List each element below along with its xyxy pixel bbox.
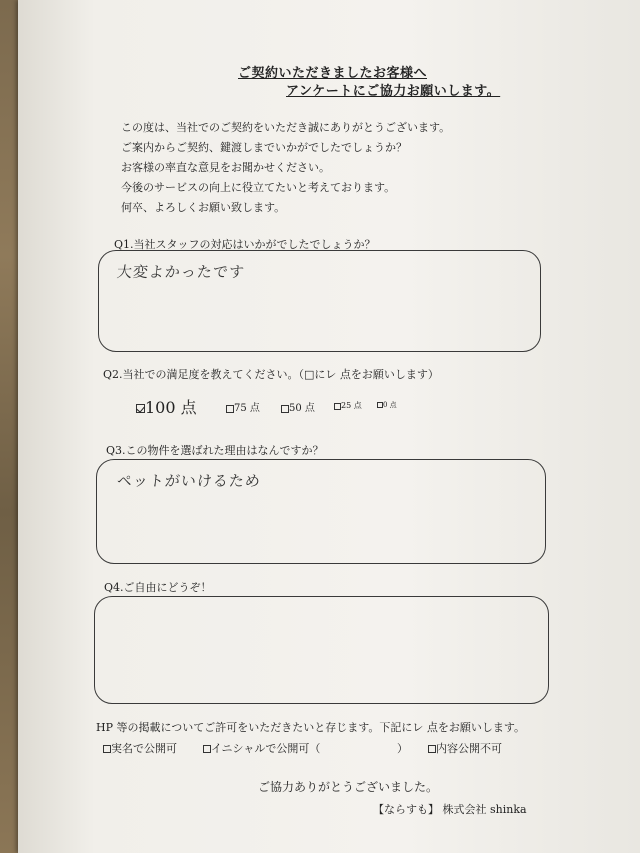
checkbox[interactable] <box>226 405 234 413</box>
q1-answer-box[interactable] <box>98 250 541 352</box>
title-line-1: ご契約いただきましたお客様へ <box>238 66 428 81</box>
intro-text <box>121 118 450 218</box>
q2-label: Q2.当社での満足度を教えてください。（□にレ 点をお願いします） <box>103 368 439 381</box>
q3-label: Q3.この物件を選ばれた理由はなんですか？ <box>106 444 324 457</box>
survey-sheet <box>18 0 640 853</box>
intro-line: 今後のサービスの向上に役立てたいと考えております。 <box>121 181 396 194</box>
option-50[interactable]: 50 点 <box>281 399 315 414</box>
intro-line: お客様の率直な意見をお聞かせください。 <box>121 161 330 174</box>
title-line-2: アンケートにご協力お願いします。 <box>286 84 501 99</box>
q4-answer-box[interactable] <box>94 596 549 704</box>
checkbox[interactable] <box>103 745 111 753</box>
q3-answer: ペットがいけるため <box>116 472 262 490</box>
q4-label: Q4.ご自由にどうぞ！ <box>104 581 212 594</box>
intro-line: この度は、当社でのご契約をいただき誠にありがとうございます。 <box>121 121 451 134</box>
option-real-name[interactable]: 実名で公開可 <box>103 740 177 756</box>
checkbox[interactable] <box>281 405 289 413</box>
intro-line: 何卒、よろしくお願い致します。 <box>121 201 286 214</box>
q1-answer: 大変よかったです <box>116 263 246 281</box>
option-initials-close: ） <box>397 742 408 755</box>
intro-line: ご案内からご契約、鍵渡しまでいかがでしたでしょうか？ <box>121 141 407 154</box>
company-name: 【ならすも】 株式会社 shinka <box>373 803 527 816</box>
q3-answer-box[interactable] <box>96 459 546 564</box>
thanks-message: ご協力ありがとうございました。 <box>258 780 439 794</box>
checkbox[interactable] <box>428 745 436 753</box>
option-content-private[interactable]: 内容公開不可 <box>428 740 502 756</box>
option-25[interactable]: 25 点 <box>334 400 362 411</box>
checkbox-checked[interactable] <box>136 404 145 413</box>
q1-label: Q1.当社スタッフの対応はいかがでしたでしょうか？ <box>114 238 376 251</box>
option-100[interactable]: 100 点 <box>136 395 197 418</box>
option-0[interactable]: 0 点 <box>377 400 397 410</box>
checkbox[interactable] <box>203 745 211 753</box>
option-75[interactable]: 75 点 <box>226 399 260 414</box>
option-initials[interactable]: イニシャルで公開可（ <box>203 740 320 756</box>
publish-question: HP 等の掲載についてご許可をいただきたいと存じます。下記にレ 点をお願いします。 <box>96 721 526 734</box>
checkbox[interactable] <box>334 403 341 410</box>
checkbox[interactable] <box>377 402 383 408</box>
